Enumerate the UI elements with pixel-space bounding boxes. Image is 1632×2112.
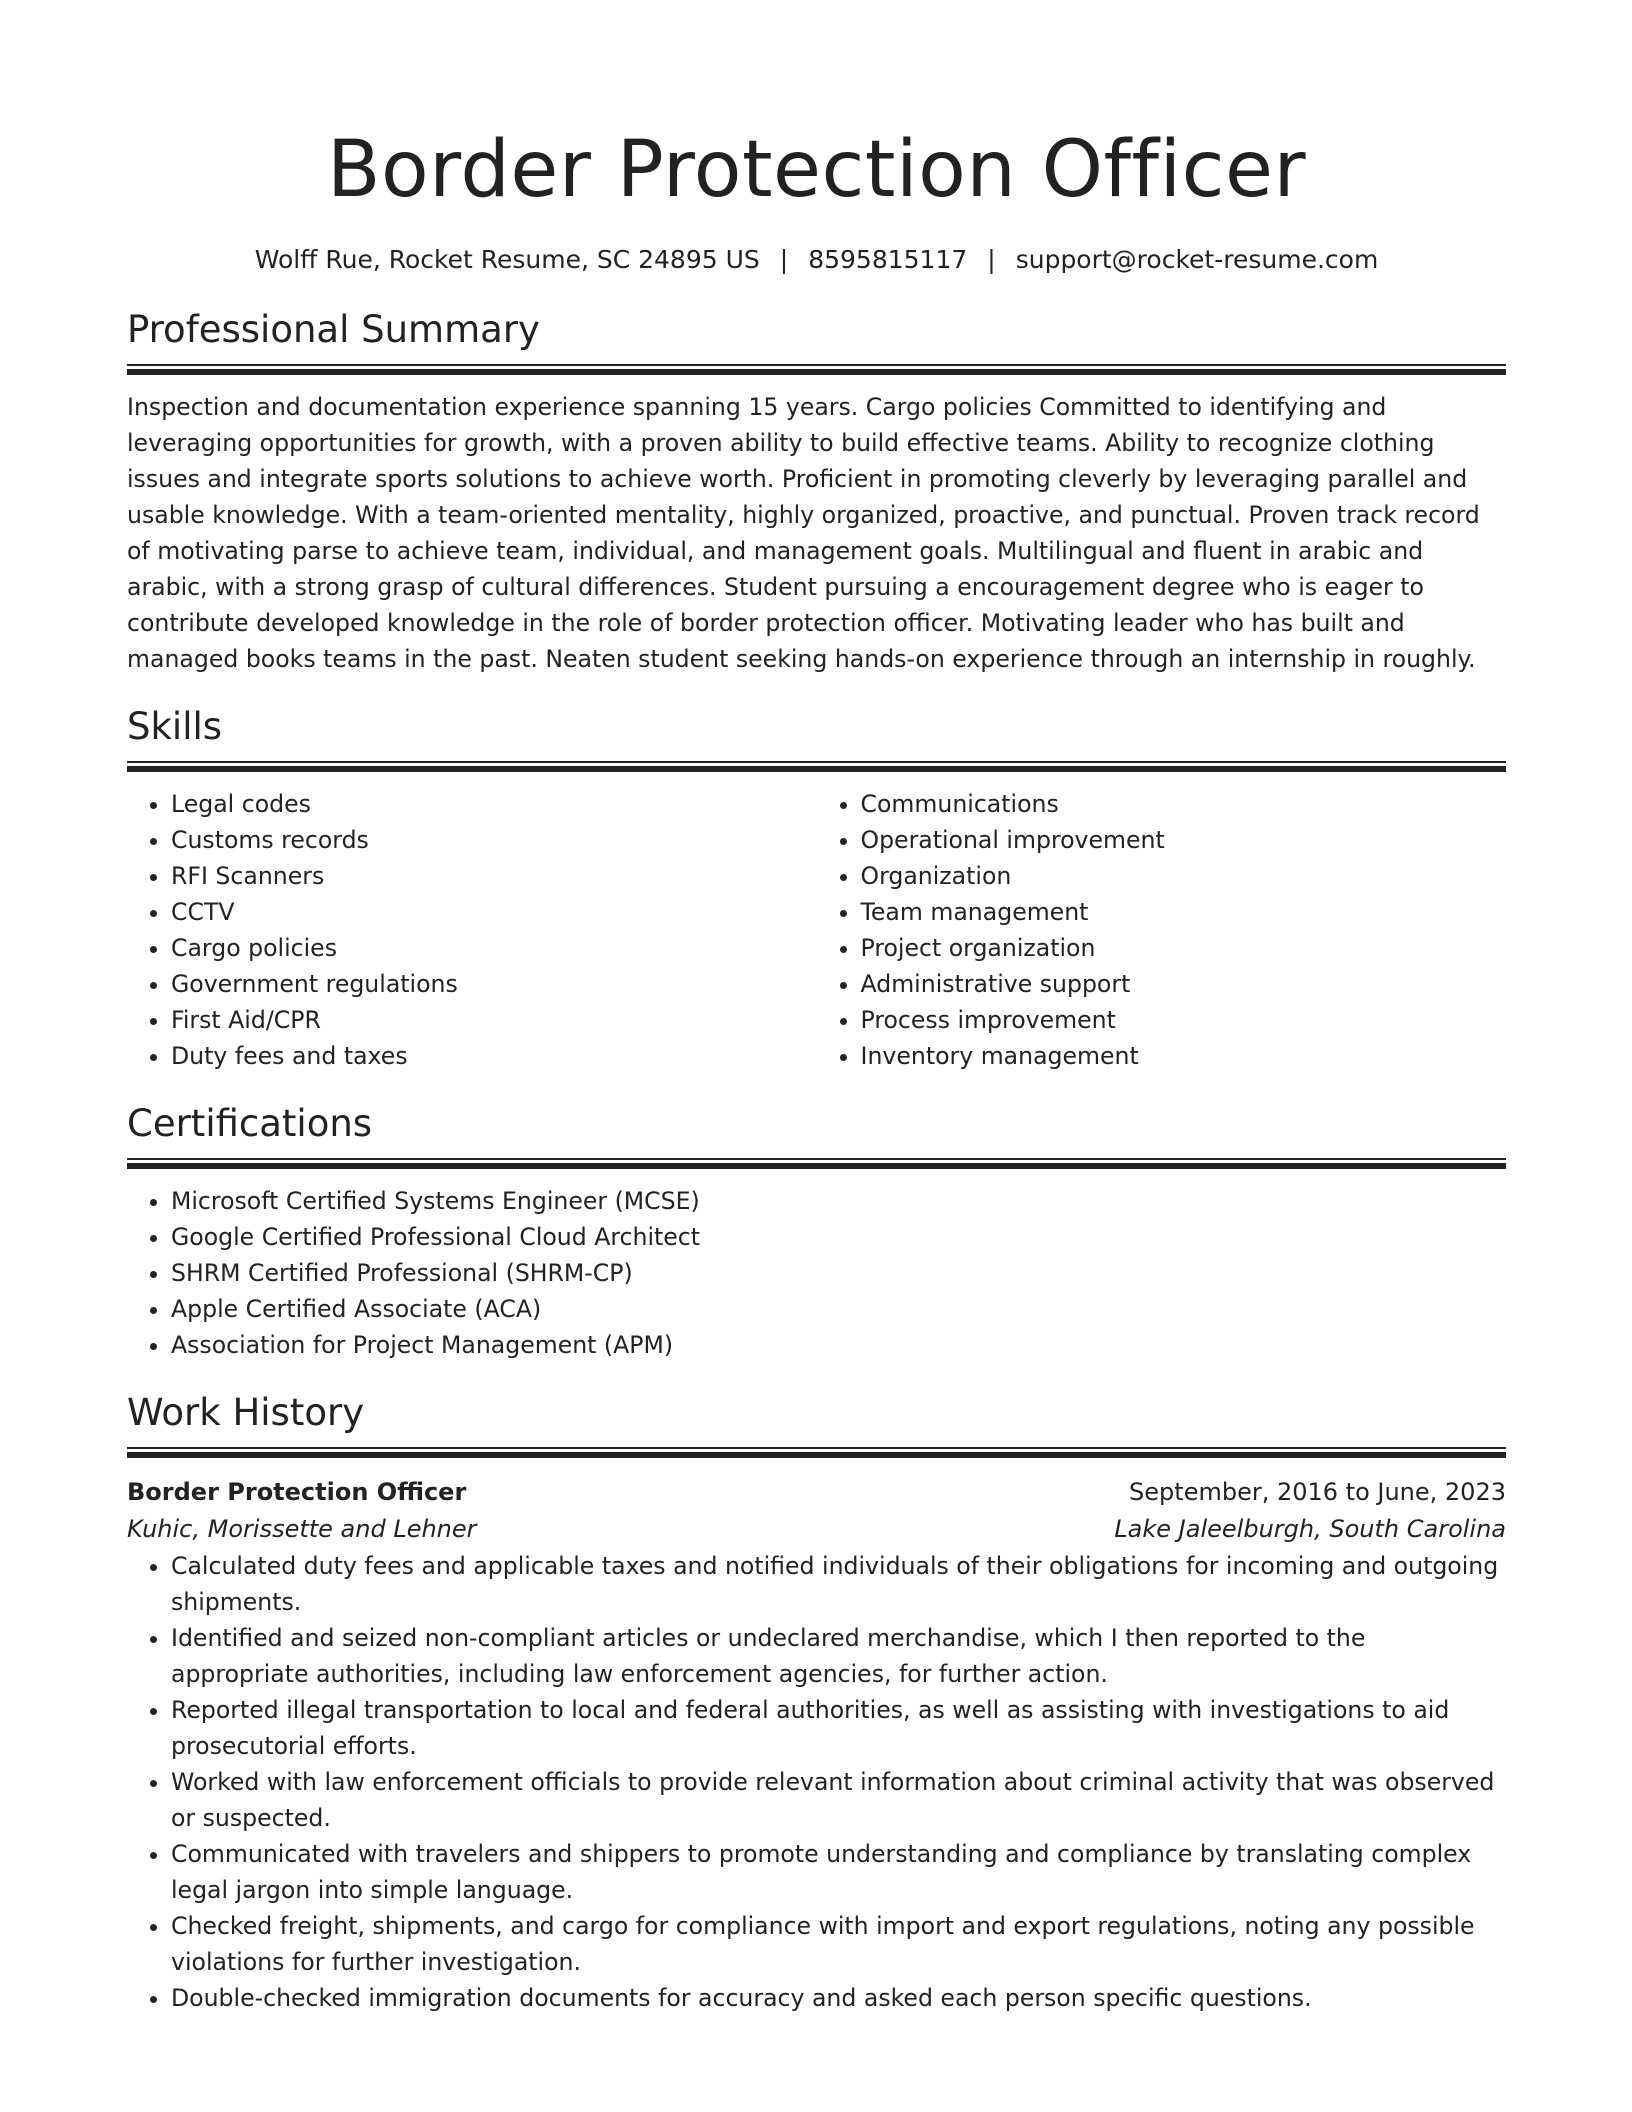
skill-item: • CCTV: [171, 894, 817, 930]
contact-address: Wolff Rue, Rocket Resume, SC 24895 US: [254, 245, 760, 274]
responsibility-item: • Calculated duty fees and applicable taxes and notified individuals of their obligations for incoming and outgoing shipments.: [171, 1548, 1506, 1620]
certifications-heading: Certifications: [127, 1102, 373, 1145]
skill-item: • Legal codes: [171, 786, 817, 822]
contact-separator: |: [987, 245, 996, 274]
skill-item: • Government regulations: [171, 966, 817, 1002]
job-header-row: [127, 1474, 1506, 1511]
job-dates: September, 2016 to June, 2023: [1129, 1478, 1506, 1506]
contact-email: support@rocket-resume.com: [1015, 245, 1379, 274]
skills-list-left: [127, 786, 817, 1074]
skill-item: • Duty fees and taxes: [171, 1038, 817, 1074]
skills-column-right: [817, 786, 1507, 1074]
skill-item: • Project organization: [861, 930, 1507, 966]
contact-line: [127, 242, 1506, 278]
skill-item: • Operational improvement: [861, 822, 1507, 858]
summary-heading: Professional Summary: [127, 308, 540, 351]
job-entry: [127, 1474, 1506, 2016]
skill-item: • Communications: [861, 786, 1507, 822]
summary-text: Inspection and documentation experience spanning 15 years. Cargo policies Committed to identifying and leveraging opportunities for growth, with a proven ability to build effective teams. Ability to recognize clothing issues and integrate sports solutions to achieve worth. Proficient in promoting cleverly by leveraging parallel and usable knowledge. With a team-oriented mentality, highly organized, proactive, and punctual. Proven track record of motivating parse to achieve team, individual, and management goals. Multilingual and fluent in arabic and arabic, with a strong grasp of cultural differences. Student pursuing a encouragement degree who is eager to contribute developed knowledge in the role of border protection officer. Motivating leader who has built and managed books teams in the past. Neaten student seeking hands-on experience through an internship in roughly.: [127, 393, 1480, 673]
certification-item: • Association for Project Management (APM): [171, 1327, 1506, 1363]
responsibility-item: • Worked with law enforcement officials to provide relevant information about criminal activity that was observed or suspected.: [171, 1764, 1506, 1836]
job-responsibilities-list: [127, 1548, 1506, 2016]
skills-grid: [127, 786, 1506, 1074]
skills-column-left: [127, 786, 817, 1074]
job-subheader-row: [127, 1511, 1506, 1548]
section-divider: [127, 1158, 1506, 1169]
work-history-section: [127, 1389, 1506, 2016]
contact-phone: 8595815117: [808, 245, 968, 274]
certification-item: • Apple Certified Associate (ACA): [171, 1291, 1506, 1327]
section-divider: [127, 364, 1506, 375]
certification-item: • Google Certified Professional Cloud Architect: [171, 1219, 1506, 1255]
skill-item: • Customs records: [171, 822, 817, 858]
responsibility-item: • Reported illegal transportation to local and federal authorities, as well as assisting with investigations to aid prosecutorial efforts.: [171, 1692, 1506, 1764]
resume-title: Border Protection Officer: [326, 125, 1307, 215]
skill-item: • Cargo policies: [171, 930, 817, 966]
certification-item: • SHRM Certified Professional (SHRM-CP): [171, 1255, 1506, 1291]
responsibility-item: • Checked freight, shipments, and cargo for compliance with import and export regulations, noting any possible violations for further investigation.: [171, 1908, 1506, 1980]
skill-item: • Team management: [861, 894, 1507, 930]
responsibility-item: • Double-checked immigration documents for accuracy and asked each person specific questions.: [171, 1980, 1506, 2016]
job-title: Border Protection Officer: [127, 1478, 467, 1506]
responsibility-item: • Identified and seized non-compliant articles or undeclared merchandise, which I then reported to the appropriate authorities, including law enforcement agencies, for further action.: [171, 1620, 1506, 1692]
work-history-heading: Work History: [127, 1391, 365, 1434]
skill-item: • Inventory management: [861, 1038, 1507, 1074]
certifications-list: [127, 1183, 1506, 1363]
skill-item: • First Aid/CPR: [171, 1002, 817, 1038]
certifications-section: [127, 1100, 1506, 1363]
skills-heading: Skills: [127, 705, 223, 748]
job-company: Kuhic, Morissette and Lehner: [127, 1515, 477, 1543]
section-divider: [127, 761, 1506, 772]
skills-list-right: [817, 786, 1507, 1074]
job-location: Lake Jaleelburgh, South Carolina: [1114, 1515, 1506, 1543]
responsibility-item: • Communicated with travelers and shippers to promote understanding and compliance by translating complex legal jargon into simple language.: [171, 1836, 1506, 1908]
skill-item: • Process improvement: [861, 1002, 1507, 1038]
section-divider: [127, 1447, 1506, 1458]
certification-item: • Microsoft Certified Systems Engineer (MCSE): [171, 1183, 1506, 1219]
skills-section: [127, 703, 1506, 1074]
skill-item: • RFI Scanners: [171, 858, 817, 894]
summary-section: [127, 306, 1506, 677]
skill-item: • Administrative support: [861, 966, 1507, 1002]
skill-item: • Organization: [861, 858, 1507, 894]
contact-separator: |: [779, 245, 789, 274]
